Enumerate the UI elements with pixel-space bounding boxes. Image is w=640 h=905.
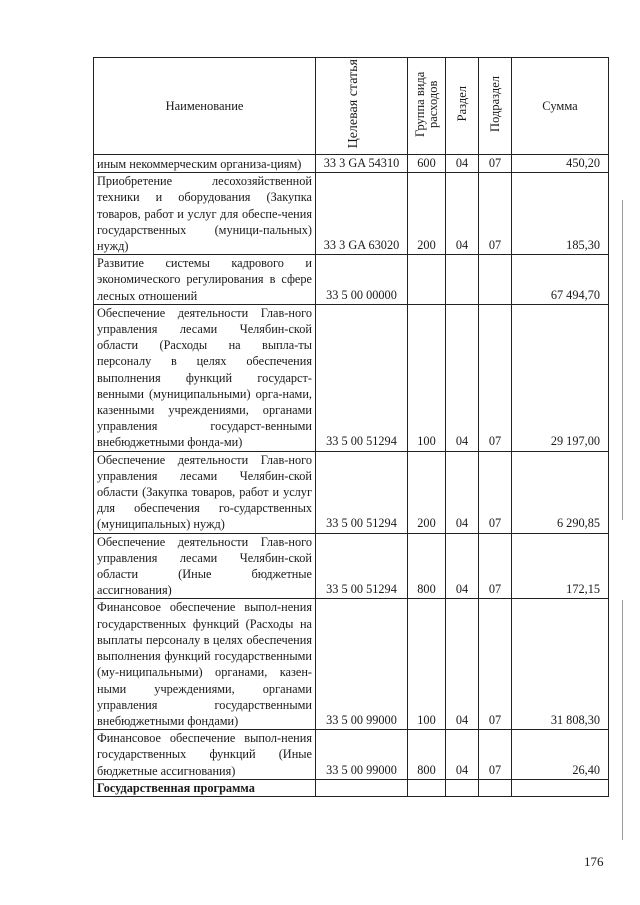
table-row — [94, 255, 609, 305]
row-name: Обеспечение деятельности Глав-ного управления лесами Челябин-ской области (Закупка товаров, работ и услуг для обеспечения го-сударственных (муниципальных) нужд) — [94, 451, 316, 533]
header-subsection: Подраздел — [479, 58, 512, 155]
row-name: Финансовое обеспечение выпол-нения государственных функций (Иные бюджетные ассигнования) — [94, 730, 316, 780]
row-expense-group: 100 — [408, 599, 446, 730]
row-name: Обеспечение деятельности Глав-ного управления лесами Челябин-ской области (Иные бюджетные ассигнования) — [94, 533, 316, 599]
row-subsection: 07 — [479, 599, 512, 730]
row-subsection: 07 — [479, 155, 512, 173]
row-name: Обеспечение деятельности Глав-ного управления лесами Челябин-ской области (Расходы на выпла-ты персоналу в целях обеспечения выполнения функций государст-венными (муниципальными) орга-нами, казенными учреждениями, органами управления государст-венными внебюджетными фонда-ми) — [94, 304, 316, 451]
row-expense-group — [408, 255, 446, 305]
row-target-code: 33 3 GA 63020 — [316, 173, 408, 255]
header-name: Наименование — [94, 58, 316, 155]
table-row — [94, 451, 609, 533]
page-number: 176 — [584, 854, 604, 869]
table-row — [94, 779, 609, 796]
table-row — [94, 155, 609, 173]
row-sum: 6 290,85 — [512, 451, 609, 533]
row-target-code: 33 5 00 51294 — [316, 451, 408, 533]
row-subsection: 07 — [479, 451, 512, 533]
row-sum: 450,20 — [512, 155, 609, 173]
row-sum: 26,40 — [512, 730, 609, 780]
row-section — [446, 779, 479, 796]
row-expense-group: 200 — [408, 173, 446, 255]
row-subsection: 07 — [479, 533, 512, 599]
header-section: Раздел — [446, 58, 479, 155]
row-section: 04 — [446, 533, 479, 599]
row-target-code — [316, 779, 408, 796]
header-target: Целевая статья — [316, 58, 408, 155]
row-name: Финансовое обеспечение выпол-нения государственных функций (Расходы на выплаты персоналу в целях обеспечения выполнения функций государственными (му-ниципальными) органами, казен-ными учреждениями, органами управления государственными внебюджетными фондами) — [94, 599, 316, 730]
row-subsection: 07 — [479, 730, 512, 780]
row-name: Развитие системы кадрового и экономического регулирования в сфере лесных отношений — [94, 255, 316, 305]
row-sum: 67 494,70 — [512, 255, 609, 305]
row-expense-group: 600 — [408, 155, 446, 173]
row-target-code: 33 5 00 51294 — [316, 533, 408, 599]
row-target-code: 33 5 00 99000 — [316, 599, 408, 730]
row-name: Приобретение лесохозяйственной техники и оборудования (Закупка товаров, работ и услуг для обеспе-чения государственных (муници-пальных) нужд) — [94, 173, 316, 255]
row-section: 04 — [446, 451, 479, 533]
row-section: 04 — [446, 599, 479, 730]
row-expense-group: 800 — [408, 533, 446, 599]
row-section — [446, 255, 479, 305]
budget-table — [93, 57, 609, 797]
table-row — [94, 599, 609, 730]
row-sum: 31 808,30 — [512, 599, 609, 730]
row-sum: 172,15 — [512, 533, 609, 599]
row-section: 04 — [446, 173, 479, 255]
row-target-code: 33 3 GA 54310 — [316, 155, 408, 173]
scan-edge-line — [622, 200, 623, 520]
table-header-row — [94, 58, 609, 155]
row-subsection — [479, 255, 512, 305]
row-target-code: 33 5 00 00000 — [316, 255, 408, 305]
table-row — [94, 730, 609, 780]
row-sum: 185,30 — [512, 173, 609, 255]
row-expense-group: 200 — [408, 451, 446, 533]
header-sum: Сумма — [512, 58, 609, 155]
row-target-code: 33 5 00 51294 — [316, 304, 408, 451]
row-name: иным некоммерческим организа-циям) — [94, 155, 316, 173]
row-target-code: 33 5 00 99000 — [316, 730, 408, 780]
row-section: 04 — [446, 304, 479, 451]
table-row — [94, 533, 609, 599]
table-row — [94, 304, 609, 451]
row-subsection: 07 — [479, 304, 512, 451]
row-expense-group: 800 — [408, 730, 446, 780]
scan-edge-line — [622, 600, 623, 840]
row-subsection — [479, 779, 512, 796]
row-expense-group — [408, 779, 446, 796]
row-expense-group: 100 — [408, 304, 446, 451]
row-name: Государственная программа — [94, 779, 316, 796]
row-section: 04 — [446, 155, 479, 173]
header-group: Группа вида расходов — [408, 58, 446, 155]
row-sum — [512, 779, 609, 796]
row-subsection: 07 — [479, 173, 512, 255]
row-section: 04 — [446, 730, 479, 780]
table-body — [94, 155, 609, 797]
table-row — [94, 173, 609, 255]
row-sum: 29 197,00 — [512, 304, 609, 451]
